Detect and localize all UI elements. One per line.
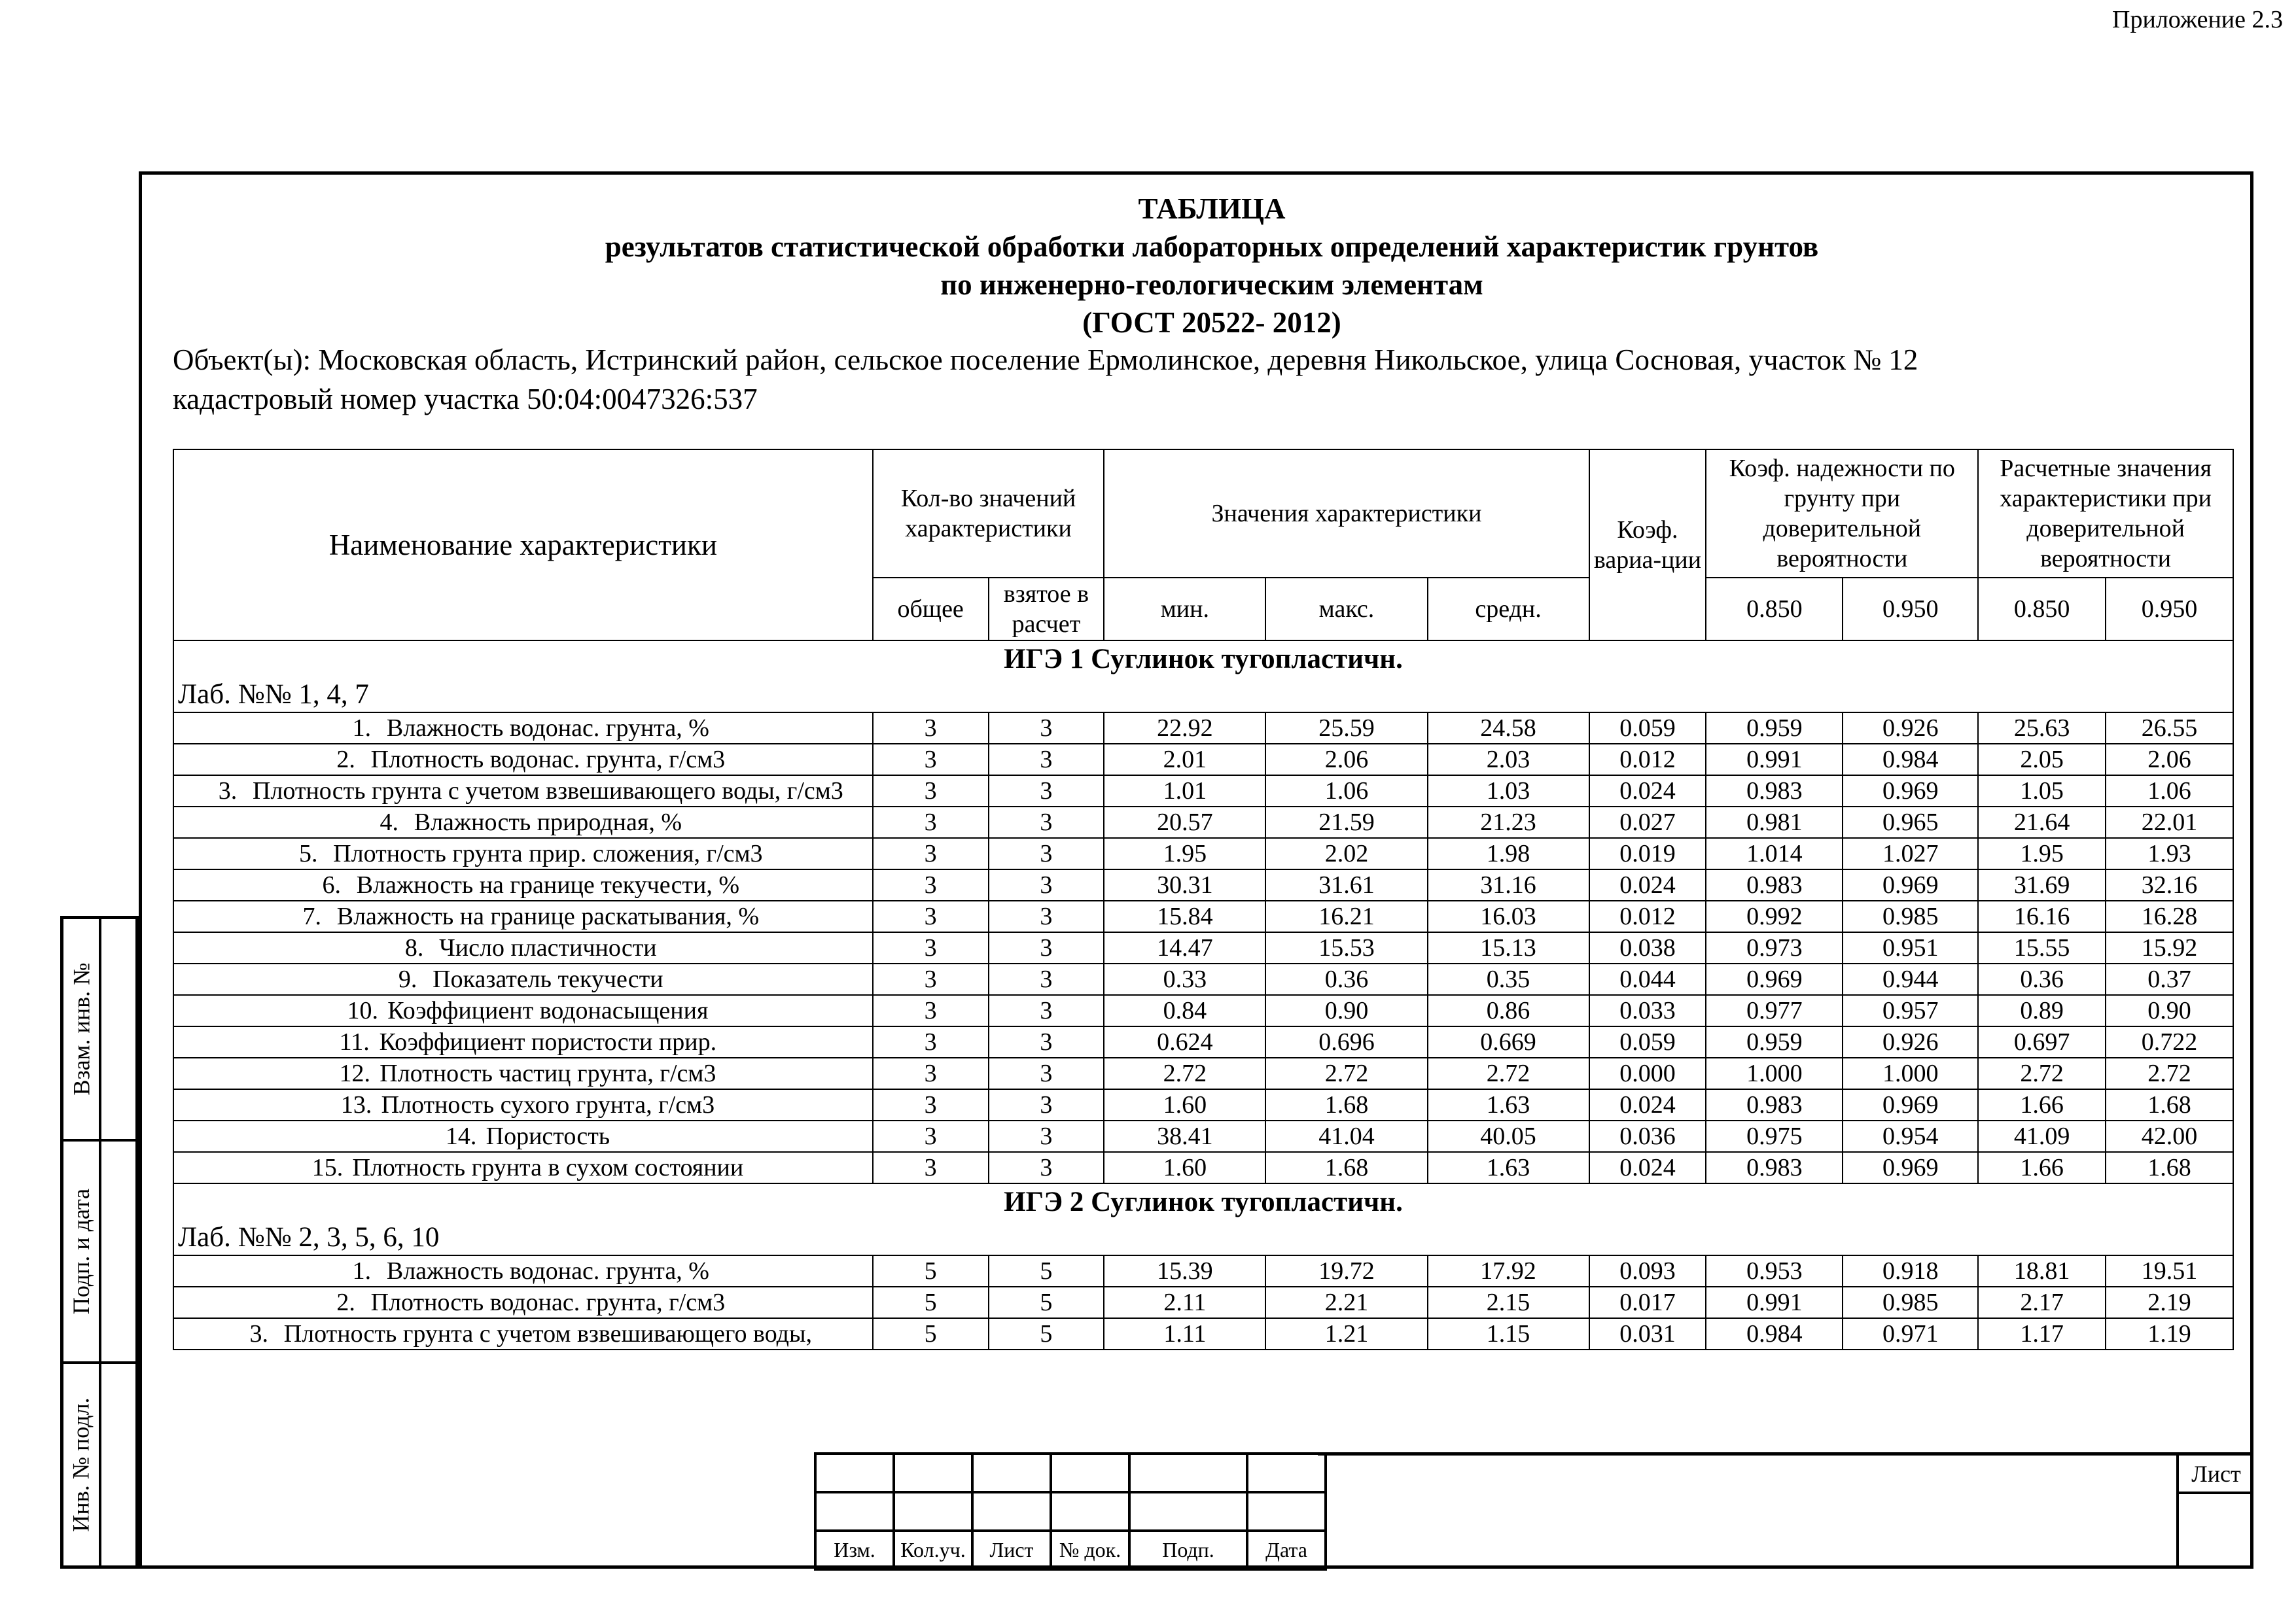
row-number: 11. xyxy=(339,1028,370,1056)
cell-min: 0.624 xyxy=(1104,1026,1265,1058)
lab-numbers: Лаб. №№ 2, 3, 5, 6, 10 xyxy=(178,1222,440,1253)
cell-c85: 0.89 xyxy=(1978,995,2106,1026)
cell-total: 3 xyxy=(873,964,989,995)
header-c-850: 0.850 xyxy=(1978,578,2106,640)
row-number: 3. xyxy=(249,1320,268,1348)
cell-min: 1.60 xyxy=(1104,1152,1265,1183)
cell-c95: 0.90 xyxy=(2106,995,2233,1026)
cell-k95: 0.985 xyxy=(1843,901,1978,932)
cell-var: 0.012 xyxy=(1589,744,1706,775)
side-label-vzam: Взам. инв. № xyxy=(68,962,94,1096)
title-block xyxy=(814,1452,2253,1569)
row-name: Плотность грунта с учетом взвешивающего воды, xyxy=(283,1320,813,1348)
cell-used: 3 xyxy=(989,1121,1104,1152)
cell-used: 3 xyxy=(989,807,1104,838)
title-block-main xyxy=(1318,1452,2176,1569)
cell-c85: 16.16 xyxy=(1978,901,2106,932)
row-name: Число пластичности xyxy=(439,934,657,962)
tb-list: Лист xyxy=(972,1531,1051,1569)
cell-avg: 1.63 xyxy=(1428,1152,1589,1183)
cell-min: 1.01 xyxy=(1104,775,1265,807)
cell-c95: 1.19 xyxy=(2106,1318,2233,1350)
header-k-850: 0.850 xyxy=(1706,578,1843,640)
cell-avg: 24.58 xyxy=(1428,712,1589,744)
cell-c95: 0.37 xyxy=(2106,964,2233,995)
cell-c95: 1.68 xyxy=(2106,1089,2233,1121)
cell-used: 3 xyxy=(989,995,1104,1026)
cell-k95: 0.969 xyxy=(1843,775,1978,807)
cell-max: 1.21 xyxy=(1265,1318,1427,1350)
header-min: мин. xyxy=(1104,578,1265,640)
cell-min: 15.84 xyxy=(1104,901,1265,932)
table-row xyxy=(173,869,2233,901)
cell-c95: 1.93 xyxy=(2106,838,2233,869)
lab-numbers: Лаб. №№ 1, 4, 7 xyxy=(178,679,369,710)
sheet-number-box xyxy=(2176,1452,2253,1569)
cell-max: 31.61 xyxy=(1265,869,1427,901)
row-name: Влажность водонас. грунта, % xyxy=(386,1257,709,1285)
cell-k95: 0.969 xyxy=(1843,869,1978,901)
object-line-1: Объект(ы): Московская область, Истринский район, сельское поселение Ермолинское, деревня Никольское, улица Сосновая, участок № 12 xyxy=(173,343,1918,376)
cell-max: 1.06 xyxy=(1265,775,1427,807)
cell-used: 3 xyxy=(989,869,1104,901)
cell-var: 0.024 xyxy=(1589,869,1706,901)
cell-total: 3 xyxy=(873,807,989,838)
table-row xyxy=(173,744,2233,775)
header-calc-group: Расчетные значения характеристики при доверительной вероятности xyxy=(1978,449,2233,578)
cell-total: 5 xyxy=(873,1318,989,1350)
row-name: Плотность водонас. грунта, г/см3 xyxy=(370,746,726,773)
cell-var: 0.024 xyxy=(1589,775,1706,807)
group-header-row xyxy=(173,640,2233,712)
cell-total: 3 xyxy=(873,901,989,932)
table-row xyxy=(173,1121,2233,1152)
cell-c95: 42.00 xyxy=(2106,1121,2233,1152)
cell-k95: 0.969 xyxy=(1843,1089,1978,1121)
cell-var: 0.017 xyxy=(1589,1287,1706,1318)
title-line-1: ТАБЛИЦА xyxy=(1138,192,1286,225)
header-count-used: взятое в расчет xyxy=(989,578,1104,640)
header-c-950: 0.950 xyxy=(2106,578,2233,640)
cell-c95: 16.28 xyxy=(2106,901,2233,932)
row-name: Коэффициент водонасыщения xyxy=(387,997,709,1024)
cell-avg: 21.23 xyxy=(1428,807,1589,838)
table-row xyxy=(173,1255,2233,1287)
cell-used: 5 xyxy=(989,1318,1104,1350)
table-row xyxy=(173,1089,2233,1121)
cell-k95: 0.951 xyxy=(1843,932,1978,964)
header-k-950: 0.950 xyxy=(1843,578,1978,640)
cell-max: 25.59 xyxy=(1265,712,1427,744)
cell-c85: 2.72 xyxy=(1978,1058,2106,1089)
cell-total: 3 xyxy=(873,712,989,744)
cell-used: 3 xyxy=(989,1152,1104,1183)
table-row xyxy=(173,775,2233,807)
row-number: 2. xyxy=(336,1289,355,1316)
row-number: 9. xyxy=(398,966,417,993)
cell-max: 16.21 xyxy=(1265,901,1427,932)
side-stamp xyxy=(60,916,139,1569)
cell-total: 3 xyxy=(873,1121,989,1152)
cell-c85: 0.36 xyxy=(1978,964,2106,995)
cell-c85: 2.05 xyxy=(1978,744,2106,775)
cell-k95: 0.926 xyxy=(1843,1026,1978,1058)
cell-c85: 1.95 xyxy=(1978,838,2106,869)
table-row xyxy=(173,838,2233,869)
cell-total: 3 xyxy=(873,1152,989,1183)
cell-min: 14.47 xyxy=(1104,932,1265,964)
cell-min: 1.95 xyxy=(1104,838,1265,869)
cell-k95: 0.984 xyxy=(1843,744,1978,775)
cell-k95: 0.926 xyxy=(1843,712,1978,744)
cell-var: 0.024 xyxy=(1589,1152,1706,1183)
table-row xyxy=(173,1152,2233,1183)
cell-min: 1.60 xyxy=(1104,1089,1265,1121)
cell-k85: 0.969 xyxy=(1706,964,1843,995)
cell-c85: 21.64 xyxy=(1978,807,2106,838)
object-description xyxy=(173,340,1918,419)
cell-used: 3 xyxy=(989,1089,1104,1121)
cell-used: 3 xyxy=(989,1026,1104,1058)
cell-total: 3 xyxy=(873,744,989,775)
row-number: 12. xyxy=(339,1060,371,1087)
cell-var: 0.044 xyxy=(1589,964,1706,995)
cell-c95: 0.722 xyxy=(2106,1026,2233,1058)
row-name: Плотность грунта с учетом взвешивающего воды, г/см3 xyxy=(252,777,843,805)
cell-total: 3 xyxy=(873,1089,989,1121)
cell-total: 5 xyxy=(873,1287,989,1318)
cell-k85: 0.991 xyxy=(1706,744,1843,775)
cell-c95: 19.51 xyxy=(2106,1255,2233,1287)
cell-var: 0.036 xyxy=(1589,1121,1706,1152)
cell-var: 0.031 xyxy=(1589,1318,1706,1350)
title-line-2: результатов статистической обработки лабораторных определений характеристик грунтов xyxy=(605,230,1819,263)
cell-max: 41.04 xyxy=(1265,1121,1427,1152)
appendix-label: Приложение 2.3 xyxy=(2112,6,2283,33)
cell-c95: 26.55 xyxy=(2106,712,2233,744)
cell-k95: 0.944 xyxy=(1843,964,1978,995)
title-block-grid xyxy=(814,1452,1327,1571)
cell-max: 0.696 xyxy=(1265,1026,1427,1058)
cell-total: 3 xyxy=(873,1058,989,1089)
cell-var: 0.059 xyxy=(1589,712,1706,744)
cell-k95: 0.971 xyxy=(1843,1318,1978,1350)
cell-used: 3 xyxy=(989,775,1104,807)
cell-c95: 32.16 xyxy=(2106,869,2233,901)
row-number: 3. xyxy=(218,777,238,805)
cell-avg: 1.15 xyxy=(1428,1318,1589,1350)
cell-avg: 2.03 xyxy=(1428,744,1589,775)
row-number: 13. xyxy=(340,1091,372,1119)
cell-k95: 1.027 xyxy=(1843,838,1978,869)
cell-min: 1.11 xyxy=(1104,1318,1265,1350)
cell-avg: 31.16 xyxy=(1428,869,1589,901)
cell-min: 22.92 xyxy=(1104,712,1265,744)
cell-total: 3 xyxy=(873,932,989,964)
cell-c85: 31.69 xyxy=(1978,869,2106,901)
cell-k85: 0.975 xyxy=(1706,1121,1843,1152)
row-number: 4. xyxy=(380,809,398,836)
row-number: 10. xyxy=(347,997,379,1024)
table-row xyxy=(173,1287,2233,1318)
cell-total: 3 xyxy=(873,775,989,807)
cell-max: 2.72 xyxy=(1265,1058,1427,1089)
header-variation: Коэф. вариа-ции xyxy=(1589,449,1706,640)
cell-var: 0.033 xyxy=(1589,995,1706,1026)
cell-k95: 0.918 xyxy=(1843,1255,1978,1287)
cell-used: 5 xyxy=(989,1287,1104,1318)
row-name: Влажность водонас. грунта, % xyxy=(386,714,709,742)
cell-c85: 18.81 xyxy=(1978,1255,2106,1287)
cell-min: 2.01 xyxy=(1104,744,1265,775)
row-number: 6. xyxy=(322,871,341,899)
cell-used: 5 xyxy=(989,1255,1104,1287)
tb-kol: Кол.уч. xyxy=(894,1531,972,1569)
cell-c95: 1.06 xyxy=(2106,775,2233,807)
table-row xyxy=(173,901,2233,932)
side-cell-podp xyxy=(63,1142,135,1364)
row-name: Плотность грунта прир. сложения, г/см3 xyxy=(333,840,763,867)
cell-avg: 0.86 xyxy=(1428,995,1589,1026)
cell-used: 3 xyxy=(989,1058,1104,1089)
cell-avg: 1.63 xyxy=(1428,1089,1589,1121)
cell-used: 3 xyxy=(989,838,1104,869)
header-name: Наименование характеристики xyxy=(173,449,873,640)
cell-c85: 25.63 xyxy=(1978,712,2106,744)
cell-k85: 0.959 xyxy=(1706,712,1843,744)
sheet-label: Лист xyxy=(2179,1456,2253,1494)
row-number: 1. xyxy=(352,714,372,742)
document-title xyxy=(139,190,2285,341)
tb-data: Дата xyxy=(1247,1531,1326,1569)
side-label-inv: Инв. № подл. xyxy=(68,1397,94,1532)
cell-total: 3 xyxy=(873,869,989,901)
header-count-total: общее xyxy=(873,578,989,640)
cell-min: 30.31 xyxy=(1104,869,1265,901)
table-body xyxy=(173,640,2233,1350)
tb-podp: Подп. xyxy=(1129,1531,1247,1569)
cell-k95: 0.965 xyxy=(1843,807,1978,838)
table-row xyxy=(173,807,2233,838)
cell-var: 0.093 xyxy=(1589,1255,1706,1287)
cell-min: 15.39 xyxy=(1104,1255,1265,1287)
cell-max: 0.36 xyxy=(1265,964,1427,995)
cell-avg: 17.92 xyxy=(1428,1255,1589,1287)
cell-max: 2.02 xyxy=(1265,838,1427,869)
cell-c85: 1.05 xyxy=(1978,775,2106,807)
side-cell-vzam xyxy=(63,919,135,1142)
row-name: Влажность на границе раскатывания, % xyxy=(336,903,760,930)
row-name: Плотность грунта в сухом состоянии xyxy=(352,1154,744,1181)
row-name: Плотность сухого грунта, г/см3 xyxy=(381,1091,715,1119)
tb-izm: Изм. xyxy=(815,1531,894,1569)
table-row xyxy=(173,964,2233,995)
cell-max: 1.68 xyxy=(1265,1089,1427,1121)
cell-c95: 1.68 xyxy=(2106,1152,2233,1183)
row-number: 1. xyxy=(352,1257,372,1285)
side-cell-inv xyxy=(63,1364,135,1565)
cell-c95: 2.19 xyxy=(2106,1287,2233,1318)
cell-avg: 1.98 xyxy=(1428,838,1589,869)
cell-avg: 2.72 xyxy=(1428,1058,1589,1089)
row-name: Плотность водонас. грунта, г/см3 xyxy=(370,1289,726,1316)
cell-c95: 2.06 xyxy=(2106,744,2233,775)
cell-k85: 0.991 xyxy=(1706,1287,1843,1318)
row-number: 14. xyxy=(445,1123,477,1150)
title-line-4: (ГОСТ 20522- 2012) xyxy=(1082,306,1341,339)
statistics-table xyxy=(173,449,2234,1350)
cell-k95: 0.985 xyxy=(1843,1287,1978,1318)
row-number: 2. xyxy=(336,746,355,773)
cell-k85: 0.953 xyxy=(1706,1255,1843,1287)
cell-total: 3 xyxy=(873,995,989,1026)
cell-k85: 0.983 xyxy=(1706,1152,1843,1183)
cell-k85: 0.981 xyxy=(1706,807,1843,838)
cell-max: 2.06 xyxy=(1265,744,1427,775)
cell-k95: 0.957 xyxy=(1843,995,1978,1026)
cell-k85: 0.983 xyxy=(1706,775,1843,807)
cell-min: 20.57 xyxy=(1104,807,1265,838)
cell-k85: 0.973 xyxy=(1706,932,1843,964)
header-avg: средн. xyxy=(1428,578,1589,640)
table-row xyxy=(173,712,2233,744)
cell-k95: 0.954 xyxy=(1843,1121,1978,1152)
cell-k85: 0.984 xyxy=(1706,1318,1843,1350)
row-name: Влажность природная, % xyxy=(414,809,682,836)
side-label-podp: Подп. и дата xyxy=(68,1188,95,1315)
row-name: Коэффициент пористости прир. xyxy=(379,1028,717,1056)
cell-used: 3 xyxy=(989,964,1104,995)
cell-c95: 22.01 xyxy=(2106,807,2233,838)
header-reliability-group: Коэф. надежности по грунту при доверительной вероятности xyxy=(1706,449,1978,578)
cell-k85: 1.000 xyxy=(1706,1058,1843,1089)
cell-avg: 2.15 xyxy=(1428,1287,1589,1318)
cell-c85: 1.17 xyxy=(1978,1318,2106,1350)
cell-used: 3 xyxy=(989,744,1104,775)
cell-k95: 0.969 xyxy=(1843,1152,1978,1183)
group-title: ИГЭ 2 Суглинок тугопластичн. xyxy=(1004,1187,1403,1217)
cell-k95: 1.000 xyxy=(1843,1058,1978,1089)
cell-avg: 40.05 xyxy=(1428,1121,1589,1152)
cell-c95: 15.92 xyxy=(2106,932,2233,964)
cell-total: 3 xyxy=(873,838,989,869)
cell-k85: 0.977 xyxy=(1706,995,1843,1026)
cell-max: 2.21 xyxy=(1265,1287,1427,1318)
row-name: Пористость xyxy=(486,1123,610,1150)
row-number: 15. xyxy=(311,1154,344,1181)
cell-var: 0.024 xyxy=(1589,1089,1706,1121)
header-max: макс. xyxy=(1265,578,1427,640)
cell-max: 19.72 xyxy=(1265,1255,1427,1287)
cell-total: 5 xyxy=(873,1255,989,1287)
header-count-group: Кол-во значений характеристики xyxy=(873,449,1104,578)
cell-min: 2.11 xyxy=(1104,1287,1265,1318)
cell-max: 1.68 xyxy=(1265,1152,1427,1183)
cell-used: 3 xyxy=(989,901,1104,932)
cell-var: 0.012 xyxy=(1589,901,1706,932)
cell-used: 3 xyxy=(989,712,1104,744)
cell-k85: 1.014 xyxy=(1706,838,1843,869)
cell-used: 3 xyxy=(989,932,1104,964)
cell-avg: 0.669 xyxy=(1428,1026,1589,1058)
cell-avg: 1.03 xyxy=(1428,775,1589,807)
cell-min: 2.72 xyxy=(1104,1058,1265,1089)
cell-k85: 0.959 xyxy=(1706,1026,1843,1058)
table-row xyxy=(173,995,2233,1026)
cell-c85: 1.66 xyxy=(1978,1089,2106,1121)
cell-var: 0.059 xyxy=(1589,1026,1706,1058)
cell-var: 0.019 xyxy=(1589,838,1706,869)
row-number: 5. xyxy=(298,840,318,867)
cell-k85: 0.983 xyxy=(1706,1089,1843,1121)
group-header-row xyxy=(173,1183,2233,1255)
cell-c85: 15.55 xyxy=(1978,932,2106,964)
cell-total: 3 xyxy=(873,1026,989,1058)
cell-c85: 1.66 xyxy=(1978,1152,2106,1183)
row-number: 8. xyxy=(404,934,424,962)
table-row xyxy=(173,932,2233,964)
table-row xyxy=(173,1318,2233,1350)
cell-k85: 0.992 xyxy=(1706,901,1843,932)
group-title: ИГЭ 1 Суглинок тугопластичн. xyxy=(1004,644,1403,674)
row-number: 7. xyxy=(302,903,321,930)
cell-var: 0.038 xyxy=(1589,932,1706,964)
cell-avg: 0.35 xyxy=(1428,964,1589,995)
cell-min: 38.41 xyxy=(1104,1121,1265,1152)
cell-avg: 16.03 xyxy=(1428,901,1589,932)
cell-max: 15.53 xyxy=(1265,932,1427,964)
cell-min: 0.84 xyxy=(1104,995,1265,1026)
cell-c95: 2.72 xyxy=(2106,1058,2233,1089)
cell-c85: 0.697 xyxy=(1978,1026,2106,1058)
title-line-3: по инженерно-геологическим элементам xyxy=(940,268,1483,301)
cell-var: 0.000 xyxy=(1589,1058,1706,1089)
cell-max: 21.59 xyxy=(1265,807,1427,838)
table-row xyxy=(173,1058,2233,1089)
cell-c85: 2.17 xyxy=(1978,1287,2106,1318)
row-name: Влажность на границе текучести, % xyxy=(356,871,740,899)
row-name: Показатель текучести xyxy=(433,966,663,993)
table-row xyxy=(173,1026,2233,1058)
cell-avg: 15.13 xyxy=(1428,932,1589,964)
row-name: Плотность частиц грунта, г/см3 xyxy=(380,1060,716,1087)
cell-c85: 41.09 xyxy=(1978,1121,2106,1152)
cell-max: 0.90 xyxy=(1265,995,1427,1026)
cell-k85: 0.983 xyxy=(1706,869,1843,901)
tb-ndok: № док. xyxy=(1051,1531,1129,1569)
cell-min: 0.33 xyxy=(1104,964,1265,995)
object-line-2: кадастровый номер участка 50:04:0047326:537 xyxy=(173,383,758,415)
cell-var: 0.027 xyxy=(1589,807,1706,838)
header-values-group: Значения характеристики xyxy=(1104,449,1589,578)
